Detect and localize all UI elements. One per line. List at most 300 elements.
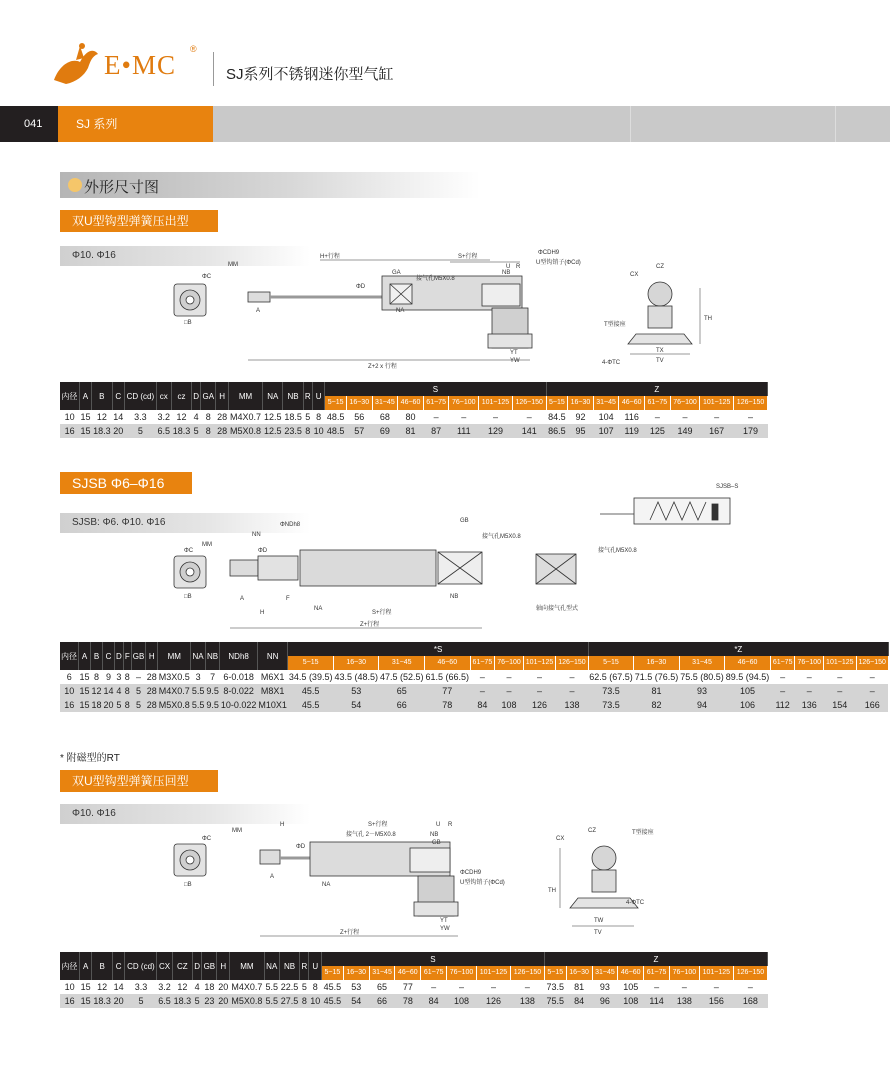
label-cx: CX [630, 272, 639, 278]
table-cell: 4 [193, 980, 202, 994]
table-cell: 53 [333, 684, 379, 698]
stroke-range-header: 46~60 [398, 396, 424, 410]
col-header: cx [156, 382, 171, 410]
table-cell: 108 [447, 994, 477, 1008]
table-cell: 5.5 [191, 700, 205, 710]
stroke-range-header: 16~30 [343, 966, 369, 980]
label-r: R [516, 264, 521, 270]
label-nb: NB [430, 832, 439, 838]
table-cell: 12.5 [264, 412, 282, 422]
table-cell: 111 [449, 424, 479, 438]
table-cell: 80 [398, 410, 424, 424]
stroke-range-header: 5~15 [544, 966, 566, 980]
label-u-pin: U型钩销子(ΦCd) [460, 880, 505, 886]
part1-drawing [160, 248, 720, 378]
table-cell: 5 [192, 424, 201, 438]
table-cell: 61.5 (66.5) [425, 672, 470, 682]
label-z-stroke: Z+行程 [360, 622, 380, 628]
part2-sizes: SJSB: Φ6. Φ10. Φ16 [60, 513, 310, 533]
table-cell: 18 [91, 700, 102, 710]
stroke-range-header: 126~150 [510, 966, 544, 980]
stroke-range-header: 16~30 [634, 656, 680, 670]
label-th: TH [704, 316, 712, 322]
table-cell: 10 [60, 684, 79, 698]
table-row [60, 698, 888, 712]
stroke-range-header: 101~125 [523, 656, 555, 670]
table-cell: 114 [644, 994, 670, 1008]
col-header: D [192, 382, 201, 410]
table-cell: 12 [92, 410, 112, 424]
stroke-range-header: 76~100 [669, 966, 699, 980]
label-air-port: 接气孔 2－M5X0.8 [346, 832, 396, 838]
table-cell: 104 [593, 410, 619, 424]
label-z-stroke: Z+2 x 行程 [368, 364, 397, 370]
table-cell: 8 [303, 424, 312, 438]
table-row [60, 424, 768, 438]
table-cell: 45.5 [288, 698, 334, 712]
label-na: NA [396, 308, 405, 314]
table-cell: 8 [300, 994, 309, 1008]
series-bar [0, 106, 890, 142]
stroke-range-header: 76~100 [449, 396, 479, 410]
inset-label: SJSB–S [716, 484, 739, 490]
label-u: U [436, 822, 441, 828]
table-cell: 68 [372, 410, 398, 424]
table-cell: – [421, 980, 447, 994]
col-header: C [112, 382, 124, 410]
label-air-port: 接气孔M5X0.8 [482, 534, 521, 540]
table-cell: – [734, 410, 768, 424]
stroke-range-header: 16~30 [333, 656, 379, 670]
col-header: A [79, 382, 91, 410]
col-header: MM [158, 642, 191, 670]
label-mm: MM [202, 542, 212, 548]
table-cell: – [512, 410, 546, 424]
col-header: H [217, 952, 230, 980]
stroke-range-header: 5~15 [546, 396, 568, 410]
table-cell: 9.5 [206, 700, 219, 710]
table-row [60, 670, 888, 684]
label-yw: YW [440, 926, 450, 932]
brand-logo [46, 40, 226, 90]
table-cell: 179 [734, 424, 768, 438]
table-cell: 168 [733, 994, 767, 1008]
table-cell: 15 [80, 412, 91, 422]
stroke-range-header: 31~45 [679, 656, 725, 670]
label-a: A [256, 308, 261, 314]
table-cell: – [824, 684, 856, 698]
table-cell: 20 [103, 700, 114, 710]
group-header: S [322, 952, 545, 966]
part3-sizes: Φ10. Φ16 [60, 804, 310, 824]
label-b: □B [184, 594, 192, 600]
label-d: ΦD [296, 844, 306, 850]
table-cell: – [479, 410, 513, 424]
label-u: U [506, 264, 511, 270]
table-cell: – [470, 684, 495, 698]
label-mm: MM [232, 828, 242, 834]
label-tx: TX [656, 348, 664, 354]
stroke-range-header: 31~45 [369, 966, 395, 980]
table-cell: M6X1 [257, 670, 288, 684]
stroke-range-header: 61~75 [423, 396, 449, 410]
label-tv: TV [656, 358, 664, 364]
stroke-range-header: 76~100 [495, 656, 524, 670]
series-label: SJ 系列 [58, 106, 213, 142]
stroke-range-header: 76~100 [447, 966, 477, 980]
stroke-range-header: 31~45 [592, 966, 618, 980]
table-cell: 107 [593, 424, 619, 438]
col-header: NB [205, 642, 220, 670]
table-cell: 84 [566, 994, 592, 1008]
table-cell: M4X0.7 [158, 686, 190, 696]
table-cell: 138 [669, 994, 699, 1008]
page-title: SJ系列不锈钢迷你型气缸 [226, 66, 394, 83]
col-header: cz [171, 382, 191, 410]
table-cell: – [824, 670, 856, 684]
label-mm: MM [228, 262, 238, 268]
table-cell: – [795, 670, 824, 684]
label-s-stroke: S+行程 [372, 610, 392, 616]
table-row [60, 410, 768, 424]
col-header: MM [228, 382, 262, 410]
label-c: ΦC [202, 274, 212, 280]
group-header: *Z [588, 642, 888, 656]
table-cell: 93 [679, 684, 725, 698]
table-cell: 138 [556, 698, 588, 712]
table-cell: 86.5 [546, 424, 568, 438]
table-cell: 10 [60, 980, 79, 994]
table-cell: 45.5 [322, 980, 344, 994]
table-cell: 94 [679, 698, 725, 712]
stroke-range-header: 76~100 [795, 656, 824, 670]
table-cell: 28 [217, 412, 228, 422]
table-cell: – [131, 670, 146, 684]
table-cell: 16 [60, 424, 79, 438]
section-heading [60, 172, 480, 198]
table-cell: 14 [113, 412, 124, 422]
table-cell: – [669, 980, 699, 994]
col-header: 内径 [60, 382, 79, 410]
stroke-range-header: 16~30 [346, 396, 372, 410]
table-cell: 8 [124, 700, 130, 710]
table-cell: 8 [91, 670, 103, 684]
col-header: NA [264, 952, 279, 980]
col-header: R [303, 382, 312, 410]
label-h-stroke: H+行程 [320, 254, 340, 260]
table-cell: 47.5 (52.5) [379, 672, 424, 682]
table-cell: 8 [201, 410, 216, 424]
table-cell: – [476, 980, 510, 994]
col-header: B [92, 952, 112, 980]
table-cell: 73.5 [544, 980, 566, 994]
table-cell: 18.5 [284, 412, 302, 422]
table-cell: 65 [369, 980, 395, 994]
table-cell: 4 [116, 686, 122, 696]
table-cell: – [447, 980, 477, 994]
group-header: *S [288, 642, 588, 656]
table-cell: 18.3 [172, 426, 191, 436]
table-cell: – [423, 410, 449, 424]
table-cell: 75.5 (80.5) [680, 672, 724, 682]
brand-name: E•MC [104, 50, 176, 80]
table-cell: 48.5 [325, 424, 347, 438]
table-cell: 149 [670, 424, 700, 438]
table-cell: 3 [191, 670, 206, 684]
table-cell: 106 [725, 698, 771, 712]
table-cell: – [523, 684, 555, 698]
part3-spec-table [60, 952, 768, 1008]
col-header: D [193, 952, 202, 980]
table-cell: M5X0.8 [231, 996, 263, 1006]
table-cell: 8 [124, 672, 130, 682]
col-header: CX [157, 952, 172, 980]
table-cell: 108 [495, 698, 524, 712]
table-cell: 12 [91, 686, 102, 696]
table-cell: 84 [470, 698, 495, 712]
part3-drawing [160, 818, 680, 942]
label-yw: YW [510, 358, 520, 364]
part1-sizes: Φ10. Φ16 [60, 246, 310, 266]
table-cell: 8 [309, 980, 322, 994]
table-cell: 125 [645, 424, 671, 438]
header-divider [213, 52, 214, 86]
label-tc: 4-ΦTC [602, 360, 621, 366]
col-header: A [79, 642, 91, 670]
table-cell: 65 [379, 684, 425, 698]
label-nb: NB [450, 594, 459, 600]
label-ga: GA [392, 270, 401, 276]
table-cell: 84 [421, 994, 447, 1008]
table-cell: 126 [476, 994, 510, 1008]
table-cell: 27.5 [280, 996, 299, 1006]
table-cell: 5 [116, 700, 122, 710]
table-cell: 84.5 [546, 410, 568, 424]
label-cx: CX [556, 836, 565, 842]
col-header: NA [191, 642, 206, 670]
table-cell: 129 [479, 424, 513, 438]
label-tv: TV [594, 930, 602, 936]
stroke-range-header: 31~45 [593, 396, 619, 410]
label-c: ΦC [202, 836, 212, 842]
table-row [60, 980, 768, 994]
label-b: □B [184, 882, 192, 888]
table-cell: 154 [824, 698, 856, 712]
col-header: GA [201, 382, 216, 410]
table-cell: 9 [103, 670, 115, 684]
table-cell: 6-0.018 [220, 670, 258, 684]
stroke-range-header: 16~30 [566, 966, 592, 980]
table-cell: 43.5 (48.5) [334, 672, 378, 682]
table-cell: – [795, 684, 824, 698]
table-cell: 12 [92, 980, 112, 994]
label-d: ΦD [258, 548, 268, 554]
table-cell: 7 [205, 670, 220, 684]
table-cell: 28 [146, 686, 157, 696]
table-cell: 5 [193, 994, 202, 1008]
label-axial-port: 轴向接气孔型式 [536, 606, 579, 612]
table-cell: 89.5 (94.5) [725, 672, 770, 682]
stroke-range-header: 61~75 [644, 966, 670, 980]
col-header: CZ [172, 952, 192, 980]
table-cell: M3X0.5 [158, 672, 190, 682]
table-cell: 5 [131, 684, 146, 698]
table-cell: M5X0.8 [229, 426, 262, 436]
table-cell: – [495, 670, 524, 684]
registered-mark: ® [190, 44, 197, 54]
label-cz: CZ [588, 828, 596, 834]
part1-tag: 双U型钩型弹簧压出型 [60, 210, 218, 232]
stroke-range-header: 5~15 [325, 396, 347, 410]
col-header: D [115, 642, 124, 670]
table-cell: 166 [856, 698, 888, 712]
table-cell: 28 [217, 426, 228, 436]
label-nd: ΦNDh8 [280, 522, 301, 528]
table-cell: 3.2 [157, 412, 171, 422]
stroke-range-header: 46~60 [725, 656, 771, 670]
table-cell: 18.3 [93, 996, 111, 1006]
stroke-range-header: 46~60 [395, 966, 421, 980]
table-cell: M4X0.7 [229, 412, 262, 422]
table-cell: – [556, 684, 588, 698]
table-cell: 14 [103, 686, 114, 696]
label-c: ΦC [184, 548, 194, 554]
table-cell: 5 [125, 994, 157, 1008]
label-t-base: T型接座 [632, 830, 654, 836]
table-cell: 138 [510, 994, 544, 1008]
col-header: GB [202, 952, 217, 980]
table-cell: 54 [343, 994, 369, 1008]
table-cell: 75.5 [544, 994, 566, 1008]
table-cell: 73.5 [588, 684, 634, 698]
table-cell: 167 [700, 424, 734, 438]
label-cdh9: ΦCDH9 [460, 870, 482, 876]
label-nb: NB [502, 270, 511, 276]
table-cell: 95 [568, 424, 594, 438]
table-cell: 66 [379, 698, 425, 712]
table-cell: 10 [310, 996, 321, 1006]
table-cell: 119 [619, 424, 645, 438]
table-cell: – [856, 684, 888, 698]
stroke-range-header: 61~75 [770, 656, 795, 670]
table-cell: 10 [60, 410, 79, 424]
col-header: U [312, 382, 324, 410]
table-cell: 5 [131, 698, 146, 712]
table-cell: 105 [725, 684, 771, 698]
table-cell: 23 [202, 994, 217, 1008]
page-number: 041 [0, 106, 58, 142]
table-cell: 10-0.022 [220, 700, 257, 710]
label-air-port: 接气孔M5X0.8 [416, 276, 455, 282]
table-cell: 77 [425, 684, 471, 698]
col-header: CD (cd) [124, 382, 156, 410]
table-cell: – [670, 410, 700, 424]
table-cell: 87 [423, 424, 449, 438]
label-na: NA [314, 606, 323, 612]
table-cell: 66 [369, 994, 395, 1008]
part2-spec-table [60, 642, 889, 712]
table-cell: – [644, 980, 670, 994]
col-header: F [123, 642, 131, 670]
stroke-range-header: 101~125 [824, 656, 856, 670]
table-cell: 6.5 [158, 996, 171, 1006]
table-cell: 45.5 [288, 684, 334, 698]
label-s-stroke: S+行程 [368, 822, 388, 828]
table-cell: 16 [60, 698, 79, 712]
table-cell: 5 [124, 424, 156, 438]
table-cell: 3 [116, 672, 122, 682]
stroke-range-header: 5~15 [322, 966, 344, 980]
table-cell: 22.5 [280, 982, 299, 992]
table-cell: 15 [80, 996, 91, 1006]
horse-rider-logo-icon [46, 40, 102, 90]
table-cell: 34.5 (39.5) [288, 672, 333, 682]
col-header: NB [279, 952, 299, 980]
label-u-pin: U型钩销子(ΦCd) [536, 260, 581, 266]
label-z-stroke: Z+行程 [340, 930, 360, 936]
col-header: GB [131, 642, 146, 670]
col-header: 内径 [60, 952, 79, 980]
table-cell: M10X1 [258, 700, 287, 710]
label-d: ΦD [356, 284, 366, 290]
stroke-range-header: 46~60 [618, 966, 644, 980]
label-h: H [260, 610, 265, 616]
table-cell: 6 [60, 670, 79, 684]
table-cell: 81 [566, 980, 592, 994]
table-cell: 4 [192, 410, 201, 424]
table-cell: – [699, 980, 733, 994]
col-header: C [112, 952, 125, 980]
table-cell: 53 [343, 980, 369, 994]
col-header: R [300, 952, 309, 980]
label-air-port-2: 接气孔M5X0.8 [598, 548, 637, 554]
table-cell: 96 [592, 994, 618, 1008]
stroke-range-header: 101~125 [479, 396, 513, 410]
label-cdh9: ΦCDH9 [538, 250, 560, 256]
col-header: MM [230, 952, 265, 980]
table-cell: M5X0.8 [158, 700, 190, 710]
table-cell: 12 [172, 980, 192, 994]
table-cell: 8 [312, 410, 324, 424]
table-cell: 48.5 [325, 410, 347, 424]
label-r: R [448, 822, 453, 828]
table-cell: 20 [113, 426, 124, 436]
table-cell: 10 [313, 426, 324, 436]
part2-drawing [160, 476, 750, 636]
table-cell: 5.5 [191, 686, 205, 696]
table-cell: – [733, 980, 767, 994]
table-cell: – [495, 684, 524, 698]
label-gb: GB [432, 840, 441, 846]
part1-spec-table [60, 382, 768, 438]
stroke-range-header: 16~30 [568, 396, 594, 410]
table-cell: 6.5 [157, 426, 171, 436]
stroke-range-header: 31~45 [372, 396, 398, 410]
group-header: S [325, 382, 546, 396]
label-s-stroke: S+行程 [458, 254, 478, 260]
table-cell: 105 [618, 980, 644, 994]
table-cell: 15 [79, 672, 90, 682]
label-f: F [286, 596, 290, 602]
label-yt: YT [510, 350, 518, 356]
table-cell: 9.5 [206, 686, 219, 696]
table-cell: 18.3 [173, 996, 192, 1006]
label-t-base: T型接座 [604, 322, 626, 328]
table-cell: – [645, 410, 671, 424]
table-cell: 5 [303, 410, 312, 424]
table-cell: 116 [619, 410, 645, 424]
table-cell: 8 [124, 686, 130, 696]
